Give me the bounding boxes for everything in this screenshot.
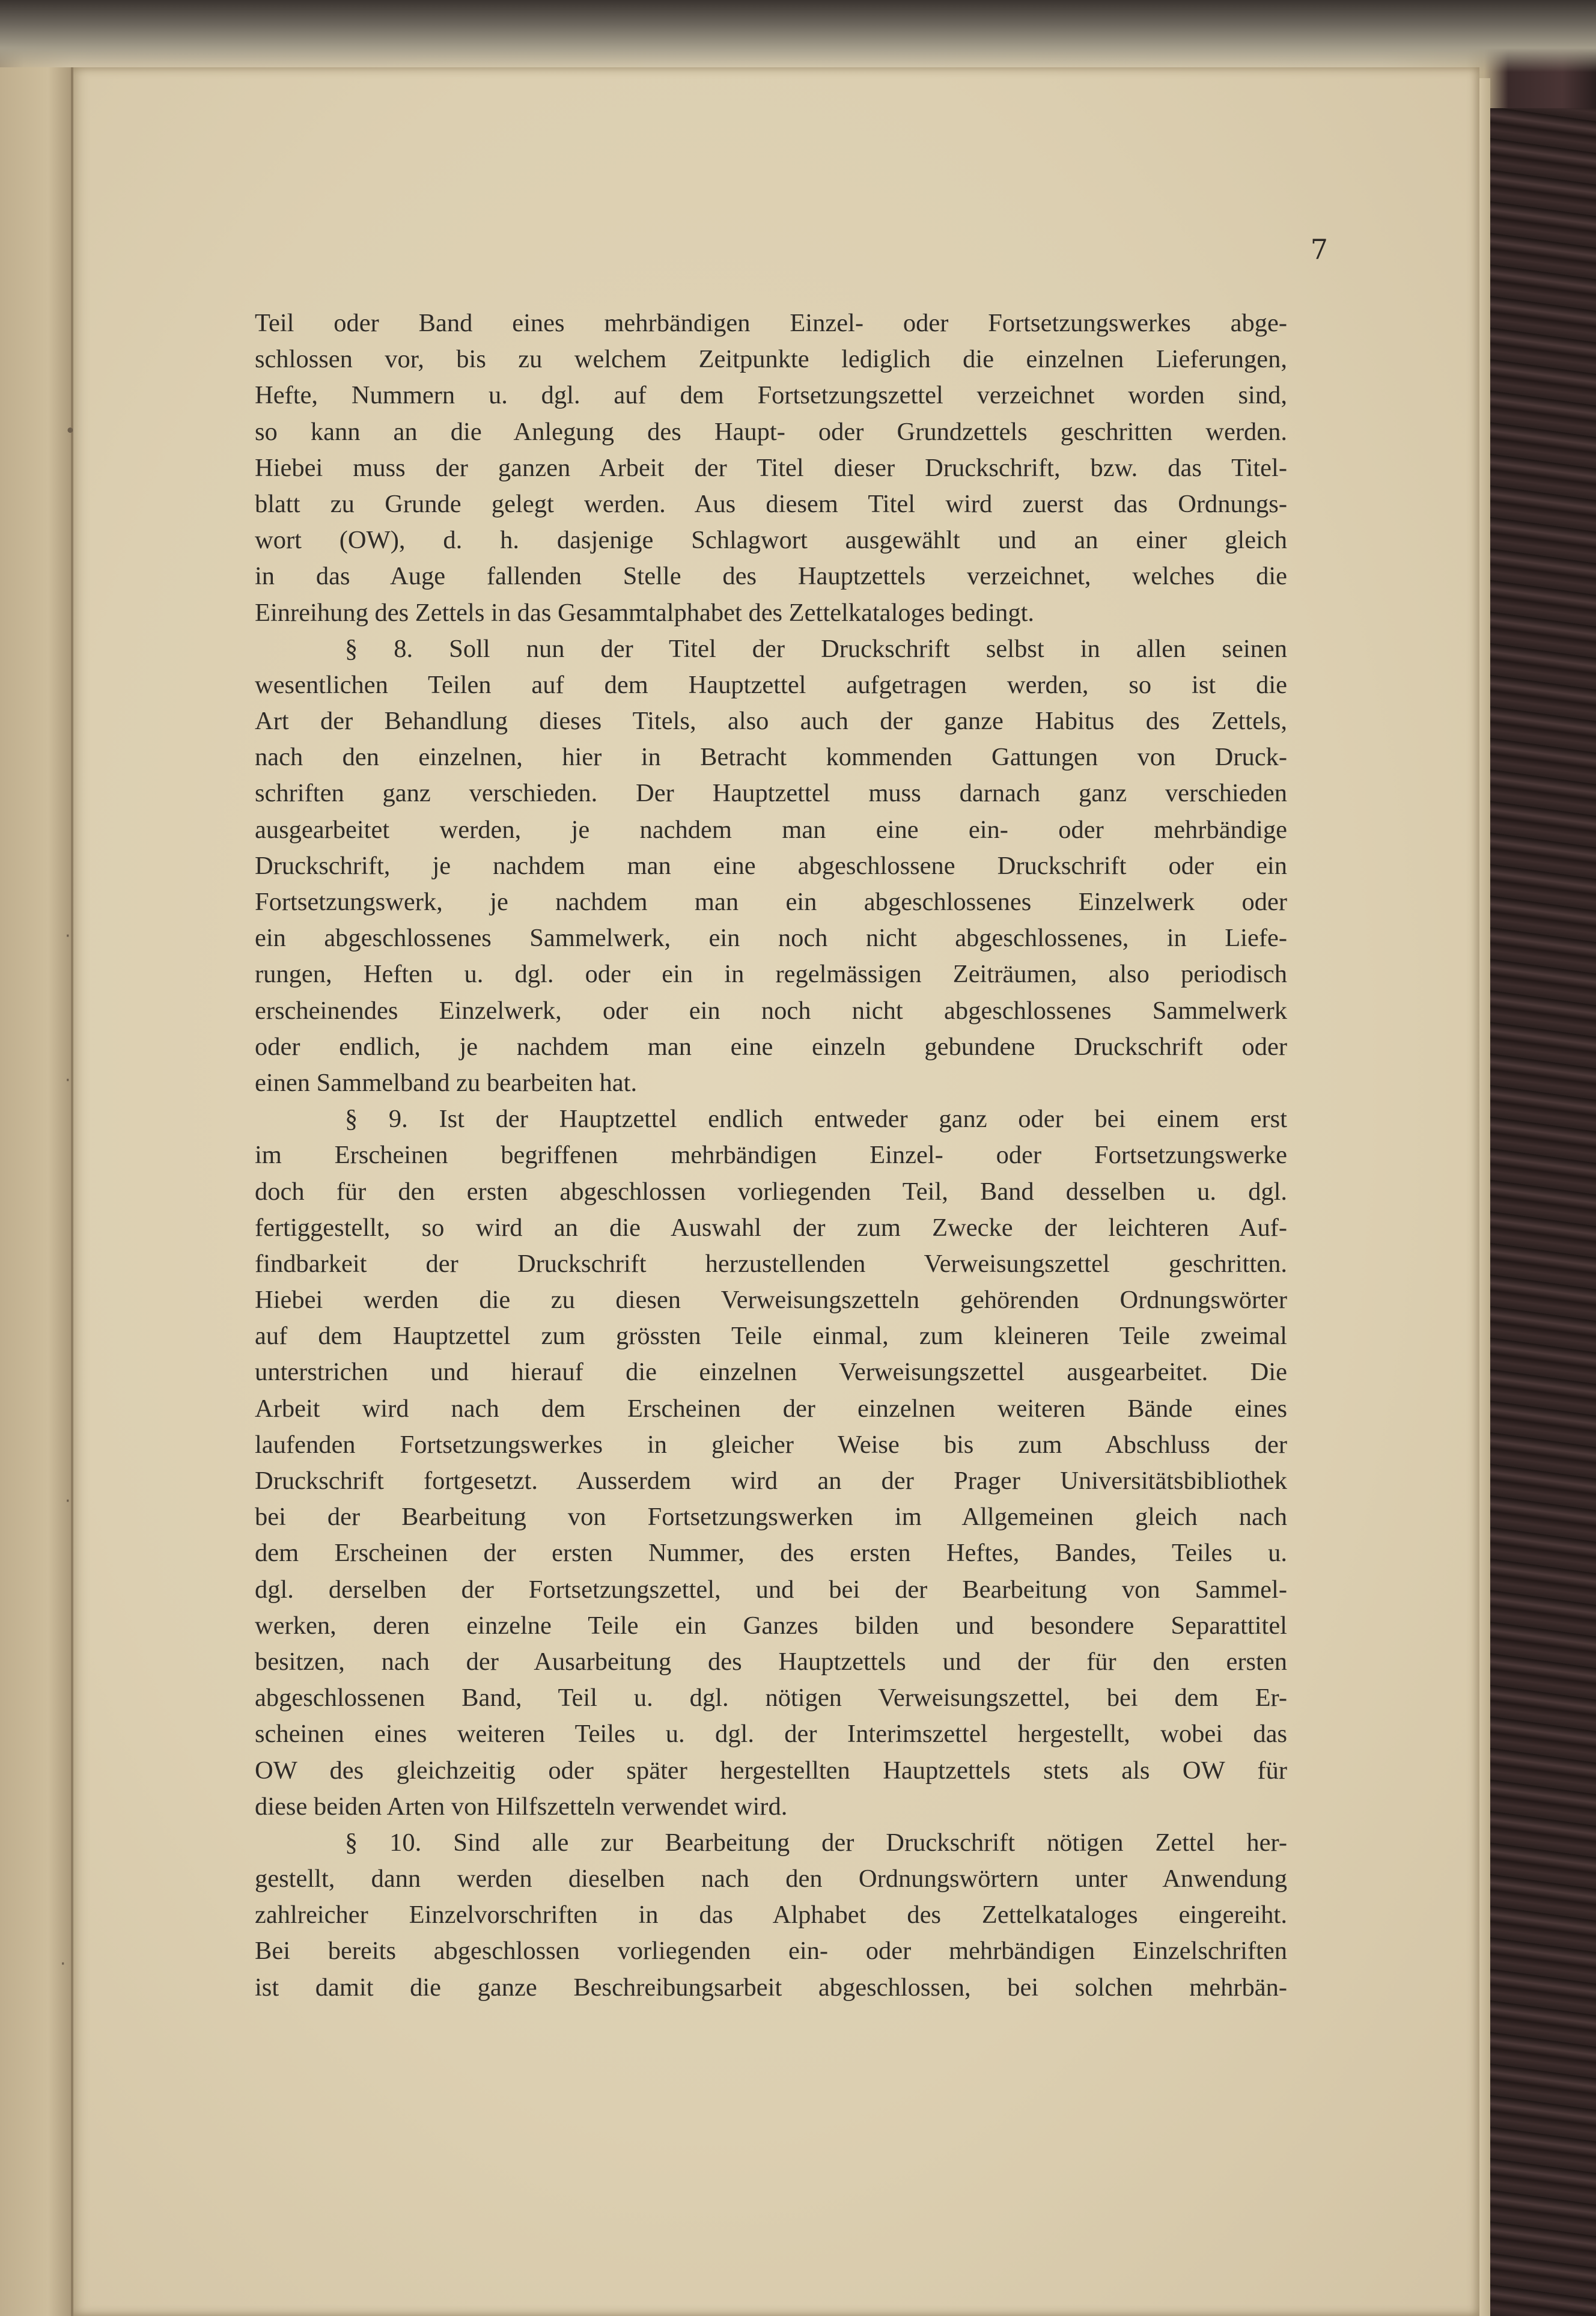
- text-line: in das Auge fallenden Stelle des Hauptzettels verzeichnet, welches die: [255, 562, 1287, 591]
- text-line: Druckschrift, je nachdem man eine abgeschlossene Druckschrift oder ein: [255, 851, 1287, 880]
- text-line: erscheinendes Einzelwerk, oder ein noch nicht abgeschlossenes Sammelwerk: [255, 996, 1287, 1025]
- text-line: unterstrichen und hierauf die einzelnen Verweisungszettel ausgearbeitet. Die: [255, 1358, 1287, 1387]
- text-line: ein abgeschlossenes Sammelwerk, ein noch nicht abgeschlossenes, in Liefe-: [255, 924, 1287, 953]
- text-line: schriften ganz verschieden. Der Hauptzettel muss darnach ganz verschieden: [255, 779, 1287, 808]
- text-line: Fortsetzungswerk, je nachdem man ein abgeschlossenes Einzelwerk oder: [255, 888, 1287, 916]
- text-line: bei der Bearbeitung von Fortsetzungswerken im Allgemeinen gleich nach: [255, 1503, 1287, 1532]
- text-line: dgl. derselben der Fortsetzungszettel, und bei der Bearbeitung von Sammel-: [255, 1575, 1287, 1604]
- top-binding-strip: [0, 0, 1596, 72]
- text-line: wort (OW), d. h. dasjenige Schlagwort ausgewählt und an einer gleich: [255, 526, 1287, 555]
- text-line: werken, deren einzelne Teile ein Ganzes bilden und besondere Separattitel: [255, 1611, 1287, 1640]
- text-line: ist damit die ganze Beschreibungsarbeit abgeschlossen, bei solchen mehrbän-: [255, 1973, 1287, 2002]
- text-line: oder endlich, je nachdem man eine einzeln gebundene Druckschrift oder: [255, 1032, 1287, 1061]
- text-line: wesentlichen Teilen auf dem Hauptzettel aufgetragen werden, so ist die: [255, 670, 1287, 699]
- text-line: gestellt, dann werden dieselben nach den Ordnungswörtern unter Anwendung: [255, 1865, 1287, 1893]
- text-line: blatt zu Grunde gelegt werden. Aus diesem Titel wird zuerst das Ordnungs-: [255, 489, 1287, 518]
- text-line: einen Sammelband zu bearbeiten hat.: [255, 1068, 638, 1097]
- text-line: Bei bereits abgeschlossen vorliegenden ein- oder mehrbändigen Einzelschriften: [255, 1937, 1287, 1966]
- text-line: fertiggestellt, so wird an die Auswahl der zum Zwecke der leichteren Auf-: [255, 1213, 1287, 1242]
- text-line: ausgearbeitet werden, je nachdem man eine ein- oder mehrbändige: [255, 815, 1287, 844]
- text-line: doch für den ersten abgeschlossen vorliegenden Teil, Band desselben u. dgl.: [255, 1177, 1287, 1206]
- text-line: Hiebei werden die zu diesen Verweisungszetteln gehörenden Ordnungswörter: [255, 1286, 1287, 1315]
- text-line: abgeschlossenen Band, Teil u. dgl. nötigen Verweisungszettel, bei dem Er-: [255, 1684, 1287, 1713]
- text-line: laufenden Fortsetzungswerkes in gleicher Weise bis zum Abschluss der: [255, 1430, 1287, 1459]
- text-line: so kann an die Anlegung des Haupt- oder Grundzettels geschritten werden.: [255, 417, 1287, 446]
- section-heading-line: § 10. Sind alle zur Bearbeitung der Druckschrift nötigen Zettel her-: [345, 1828, 1287, 1857]
- text-line: Art der Behandlung dieses Titels, also auch der ganze Habitus des Zettels,: [255, 707, 1287, 736]
- marbled-cover: [1490, 108, 1596, 2316]
- section-heading-line: § 9. Ist der Hauptzettel endlich entweder ganz oder bei einem erst: [345, 1105, 1287, 1134]
- text-line: auf dem Hauptzettel zum grössten Teile einmal, zum kleineren Teile zweimal: [255, 1322, 1287, 1351]
- text-line: besitzen, nach der Ausarbeitung des Hauptzettels und der für den ersten: [255, 1647, 1287, 1676]
- text-line: Teil oder Band eines mehrbändigen Einzel- oder Fortsetzungswerkes abge-: [255, 309, 1287, 337]
- text-line: nach den einzelnen, hier in Betracht kommenden Gattungen von Druck-: [255, 743, 1287, 772]
- text-line: Hefte, Nummern u. dgl. auf dem Fortsetzungszettel verzeichnet worden sind,: [255, 381, 1287, 410]
- text-line: Hiebei muss der ganzen Arbeit der Titel dieser Druckschrift, bzw. das Titel-: [255, 453, 1287, 482]
- text-line: im Erscheinen begriffenen mehrbändigen Einzel- oder Fortsetzungswerke: [255, 1141, 1287, 1170]
- text-line: rungen, Heften u. dgl. oder ein in regelmässigen Zeiträumen, also periodisch: [255, 960, 1287, 989]
- page-number: 7: [1310, 233, 1328, 266]
- text-line: schlossen vor, bis zu welchem Zeitpunkte lediglich die einzelnen Lieferungen,: [255, 345, 1287, 374]
- section-heading-line: § 8. Soll nun der Titel der Druckschrift selbst in allen seinen: [345, 634, 1287, 663]
- text-line: Druckschrift fortgesetzt. Ausserdem wird an der Prager Universitätsbibliothek: [255, 1467, 1287, 1495]
- body-text: [255, 305, 1287, 2006]
- text-line: dem Erscheinen der ersten Nummer, des ersten Heftes, Bandes, Teiles u.: [255, 1539, 1287, 1568]
- text-line: Arbeit wird nach dem Erscheinen der einzelnen weiteren Bände eines: [255, 1394, 1287, 1423]
- text-line: diese beiden Arten von Hilfszetteln verwendet wird.: [255, 1792, 788, 1821]
- text-line: findbarkeit der Druckschrift herzustellenden Verweisungszettel geschritten.: [255, 1249, 1287, 1278]
- text-line: Einreihung des Zettels in das Gesammtalphabet des Zettelkataloges bedingt.: [255, 598, 1035, 627]
- page-edge-right: [1479, 78, 1490, 2316]
- text-line: scheinen eines weiteren Teiles u. dgl. der Interimszettel hergestellt, wobei das: [255, 1720, 1287, 1749]
- text-line: zahlreicher Einzelvorschriften in das Alphabet des Zettelkataloges eingereiht.: [255, 1901, 1287, 1929]
- text-line: OW des gleichzeitig oder später hergestellten Hauptzettels stets als OW für: [255, 1756, 1287, 1785]
- facing-page-edge: [0, 67, 72, 2316]
